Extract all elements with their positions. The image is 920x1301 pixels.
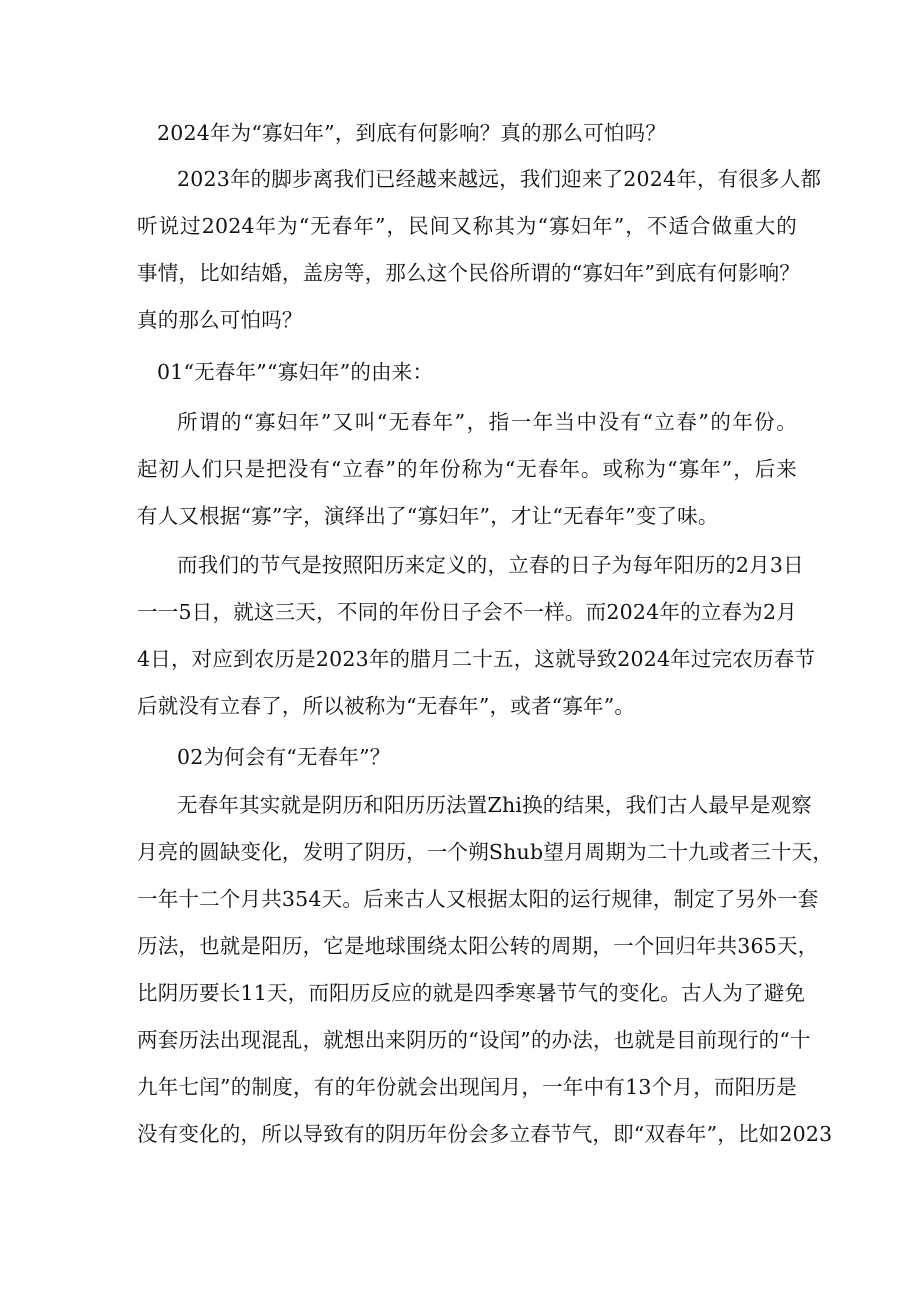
paragraph-line: 后就没有立春了，所以被称为“无春年”，或者“寡年”。 <box>137 694 636 718</box>
paragraph-line: 所谓的“寡妇年”又叫“无春年”，指一年当中没有“立春”的年份。 <box>177 410 797 434</box>
paragraph-line: 有人又根据“寡”字，演绎出了“寡妇年”，才让“无春年”变了味。 <box>137 504 719 528</box>
paragraph-line: 无春年其实就是阴历和阳历历法置Zhi换的结果，我们古人最早是观察 <box>177 793 812 817</box>
paragraph-line: 没有变化的，所以导致有的阴历年份会多立春节气，即“双春年”，比如2023 <box>137 1122 833 1146</box>
paragraph-line: 听说过2024年为“无春年”，民间又称其为“寡妇年”，不适合做重大的 <box>137 214 797 238</box>
section-heading: 01“无春年”“寡妇年”的由来： <box>157 360 434 384</box>
paragraph-line: 比阴历要长11天，而阳历反应的就是四季寒暑节气的变化。古人为了避免 <box>137 981 806 1005</box>
paragraph-line: 起初人们只是把没有“立春”的年份称为“无春年。或称为“寡年”，后来 <box>137 457 797 481</box>
paragraph-line: 2023年的脚步离我们已经越来越远，我们迎来了2024年，有很多人都 <box>177 167 822 191</box>
paragraph-line: 历法，也就是阳历，它是地球围绕太阳公转的周期，一个回归年共365天， <box>137 934 819 958</box>
paragraph-line: 真的那么可怕吗？ <box>137 308 303 332</box>
paragraph-line: 而我们的节气是按照阳历来定义的，立春的日子为每年阳历的2月3日 <box>177 553 804 577</box>
paragraph-line: 事情，比如结婚，盖房等，那么这个民俗所谓的“寡妇年”到底有何影响？ <box>137 261 801 285</box>
paragraph-line: 4日，对应到农历是2023年的腊月二十五，这就导致2024年过完农历春节 <box>137 647 816 671</box>
section-heading: 02为何会有“无春年”？ <box>177 745 391 769</box>
document-title: 2024年为“寡妇年”，到底有何影响？真的那么可怕吗？ <box>157 121 667 145</box>
paragraph-line: 月亮的圆缺变化，发明了阴历，一个朔Shub望月周期为二十九或者三十天， <box>137 840 834 864</box>
paragraph-line: 两套历法出现混乱，就想出来阴历的“设闰”的办法，也就是目前现行的“十 <box>137 1028 811 1052</box>
paragraph-line: 一一5日，就这三天，不同的年份日子会不一样。而2024年的立春为2月 <box>137 600 797 624</box>
paragraph-line: 九年七闰”的制度，有的年份就会出现闰月，一年中有13个月，而阳历是 <box>137 1075 797 1099</box>
paragraph-line: 一年十二个月共354天。后来古人又根据太阳的运行规律，制定了另外一套 <box>137 887 819 911</box>
